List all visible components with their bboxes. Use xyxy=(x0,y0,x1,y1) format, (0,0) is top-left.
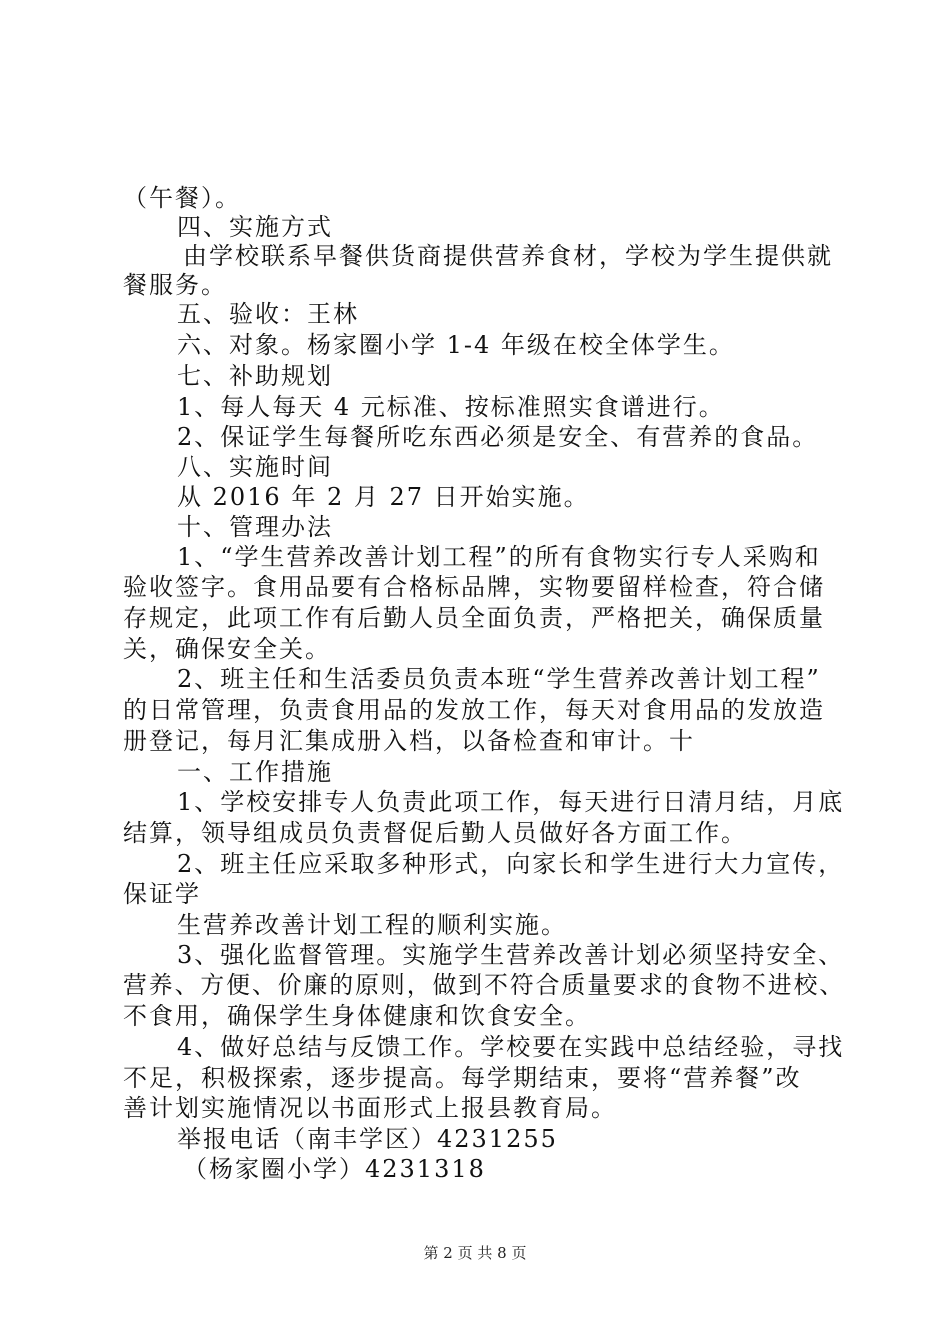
text-line: 册登记，每月汇集成册入档，以备检查和审计。十 xyxy=(123,727,695,755)
report-phone-line: 举报电话（南丰学区）4231255 xyxy=(177,1125,558,1153)
text-line: 1、每人每天 4 元标准、按标准照实食谱进行。 xyxy=(177,393,725,421)
text-line: 3、强化监督管理。实施学生营养改善计划必须坚持安全、 xyxy=(177,941,845,969)
page-number-footer: 第 2 页 共 8 页 xyxy=(423,1244,527,1262)
report-phone-line: （杨家圈小学）4231318 xyxy=(183,1155,486,1183)
section-heading: 十、管理办法 xyxy=(177,513,333,541)
text-line: 不食用，确保学生身体健康和饮食安全。 xyxy=(123,1002,591,1030)
text-line: 2、保证学生每餐所吃东西必须是安全、有营养的食品。 xyxy=(177,423,819,451)
text-line: 的日常管理，负责食用品的发放工作，每天对食用品的发放造 xyxy=(123,696,825,724)
text-line: 善计划实施情况以书面形式上报县教育局。 xyxy=(123,1094,617,1122)
text-line: 2、班主任和生活委员负责本班“学生营养改善计划工程” xyxy=(177,665,821,693)
section-heading: 四、实施方式 xyxy=(177,213,333,241)
text-line: 保证学 xyxy=(123,880,201,908)
text-line: 关，确保安全关。 xyxy=(123,635,331,663)
text-line: 生营养改善计划工程的顺利实施。 xyxy=(177,911,567,939)
section-heading: 一、工作措施 xyxy=(177,758,333,786)
section-heading: 六、对象。杨家圈小学 1-4 年级在校全体学生。 xyxy=(177,331,735,359)
text-line: 从 2016 年 2 月 27 日开始实施。 xyxy=(177,483,590,511)
text-line: 2、班主任应采取多种形式，向家长和学生进行大力宣传， xyxy=(177,850,845,878)
text-line: 1、“学生营养改善计划工程”的所有食物实行专人采购和 xyxy=(177,543,821,571)
text-line: 营养、方便、价廉的原则，做到不符合质量要求的食物不进校、 xyxy=(123,971,846,999)
text-line: （午餐）。 xyxy=(123,184,241,212)
section-heading: 五、验收：王林 xyxy=(177,300,359,328)
text-line: 4、做好总结与反馈工作。学校要在实践中总结经验，寻找 xyxy=(177,1033,845,1061)
text-line: 由学校联系早餐供货商提供营养食材，学校为学生提供就 xyxy=(183,242,833,270)
text-line: 验收签字。食用品要有合格标品牌，实物要留样检查，符合储 xyxy=(123,573,825,601)
section-heading: 七、补助规划 xyxy=(177,362,333,390)
text-line: 结算，领导组成员负责督促后勤人员做好各方面工作。 xyxy=(123,819,747,847)
text-line: 餐服务。 xyxy=(123,271,227,299)
text-line: 不足，积极探索，逐步提高。每学期结束，要将“营养餐”改 xyxy=(123,1064,802,1092)
section-heading: 八、实施时间 xyxy=(177,453,333,481)
text-line: 1、学校安排专人负责此项工作，每天进行日清月结，月底 xyxy=(177,788,845,816)
text-line: 存规定，此项工作有后勤人员全面负责，严格把关，确保质量 xyxy=(123,604,825,632)
